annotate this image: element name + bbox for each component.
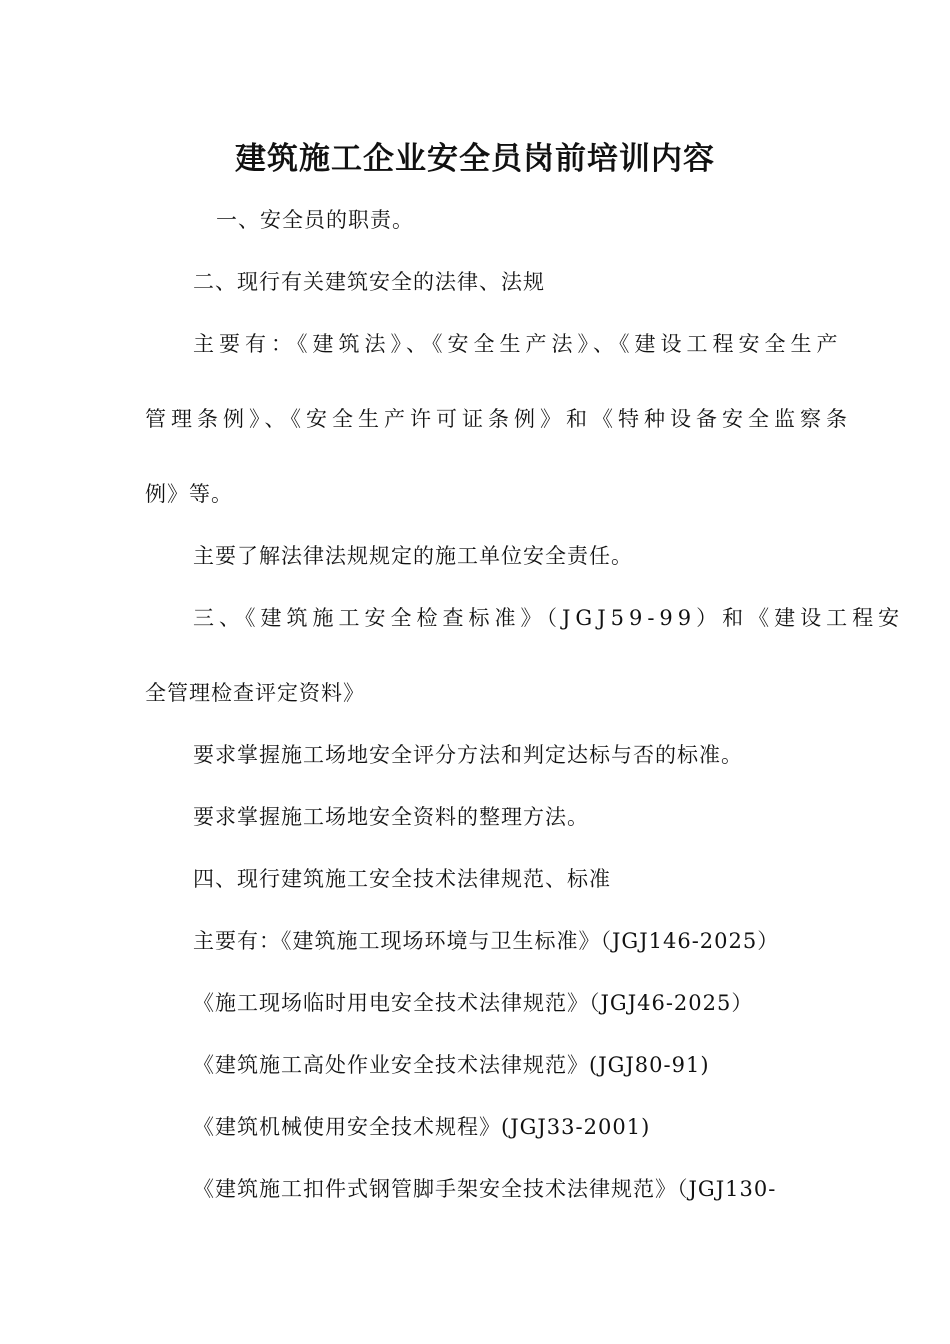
- text-line-8: 全管理检查评定资料》: [145, 681, 365, 705]
- text-line-2: 二、现行有关建筑安全的法律、法规: [193, 270, 545, 294]
- document-title: 建筑施工企业安全员岗前培训内容: [235, 141, 715, 177]
- text-line-14: 《建筑施工高处作业安全技术法律规范》(JGJ80-91): [193, 1053, 710, 1077]
- text-line-3: 主要有：《建筑法》、《安全生产法》、《建设工程安全生产: [193, 332, 843, 356]
- text-line-13: 《施工现场临时用电安全技术法律规范》（JGJ46-2025）: [193, 991, 754, 1015]
- text-line-11: 四、现行建筑施工安全技术法律规范、标准: [193, 867, 611, 891]
- text-line-4: 管理条例》、《安全生产许可证条例》和《特种设备安全监察条: [145, 407, 852, 431]
- text-line-6: 主要了解法律法规规定的施工单位安全责任。: [193, 544, 633, 568]
- text-line-15: 《建筑机械使用安全技术规程》(JGJ33-2001): [193, 1115, 651, 1139]
- text-line-5: 例》等。: [145, 482, 233, 506]
- text-line-9: 要求掌握施工场地安全评分方法和判定达标与否的标准。: [193, 743, 743, 767]
- text-line-1: 一、安全员的职责。: [216, 208, 414, 232]
- text-line-16: 《建筑施工扣件式钢管脚手架安全技术法律规范》（JGJ130-: [193, 1177, 777, 1201]
- text-line-10: 要求掌握施工场地安全资料的整理方法。: [193, 805, 589, 829]
- text-line-7: 三、《建筑施工安全检查标准》（JGJ59-99）和《建设工程安: [193, 606, 905, 630]
- text-line-12: 主要有：《建筑施工现场环境与卫生标准》（JGJ146-2025）: [193, 929, 780, 953]
